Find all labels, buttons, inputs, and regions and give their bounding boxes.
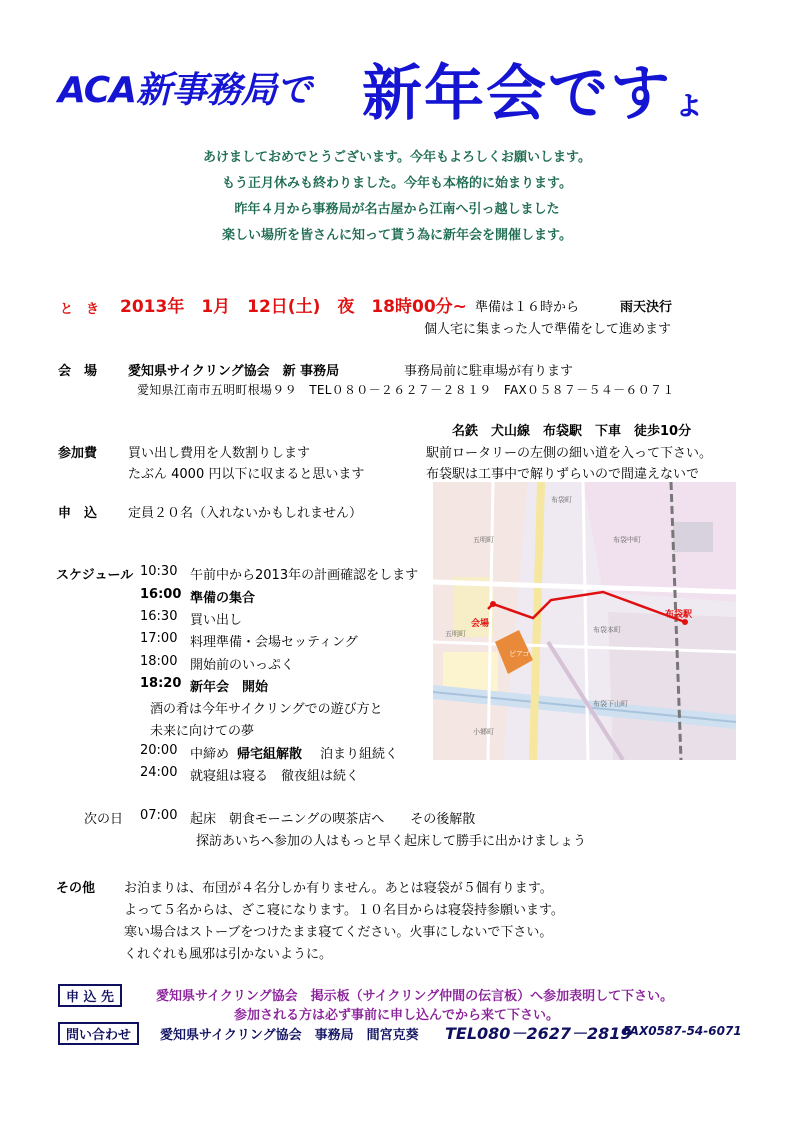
apply-to-text: 愛知県サイクリング協会 掲示板（サイクリング仲間の伝言板）へ参加表明して下さい。	[156, 989, 674, 1004]
map-label: 布袋中町	[613, 536, 641, 544]
map-label-venue: 会場	[471, 619, 490, 629]
map-building	[673, 522, 713, 552]
map-block	[583, 482, 736, 602]
schedule-text: 準備の集合	[190, 591, 256, 606]
schedule-text: 中締め	[190, 747, 230, 762]
other-line-1: お泊まりは、布団が４名分しか有りません。あとは寝袋が５個有ります。	[124, 881, 553, 896]
map-label: 布袋本町	[593, 626, 621, 634]
map-label: 布袋下山町	[593, 700, 628, 708]
schedule-time: 16:30	[140, 609, 178, 624]
schedule-label: スケジュール	[56, 568, 134, 583]
title-left: ACA新事務局で	[58, 70, 312, 111]
schedule-text: 帰宅組解散	[237, 747, 303, 762]
intro-line-4: 楽しい場所を皆さんに知って貰う為に新年会を開催します。	[222, 228, 572, 243]
next-day-text: 起床 朝食モーニングの喫茶店へ その後解散	[190, 812, 476, 827]
schedule-sub-1: 酒の肴は今年サイクリングでの遊び方と	[150, 702, 383, 717]
schedule-time: 24:00	[140, 765, 178, 780]
venue-name: 愛知県サイクリング協会 新 事務局	[128, 364, 340, 379]
intro-line-2: もう正月休みも終わりました。今年も本格的に始まります。	[222, 176, 572, 191]
map-label: 小郷町	[473, 728, 494, 736]
intro-line-3: 昨年４月から事務局が名古屋から江南へ引っ越しました	[234, 202, 560, 217]
schedule-text: 開始前のいっぷく	[190, 658, 295, 673]
route-note-2: 布袋駅は工事中で解りずらいので間違えないで	[426, 467, 700, 482]
other-label: その他	[56, 881, 96, 896]
schedule-text: 料理準備・会場セッティング	[190, 635, 358, 650]
contact-tel: TEL080－2627－2819	[445, 1024, 632, 1043]
schedule-time: 16:00	[140, 587, 182, 602]
map-label: 五明町	[473, 536, 494, 544]
map-label-store: ピアゴ	[509, 650, 530, 658]
when-label: と き	[60, 302, 100, 317]
apply-to-label: 申 込 先	[58, 984, 122, 1007]
apply-text: 定員２０名（入れないかもしれません）	[128, 506, 363, 521]
other-line-3: 寒い場合はストーブをつけたまま寝てください。火事にしないで下さい。	[124, 925, 553, 940]
venue-access: 名鉄 犬山線 布袋駅 下車 徒歩10分	[452, 424, 692, 439]
map-block	[608, 612, 736, 760]
map-label: 五明町	[445, 630, 466, 638]
next-day-time: 07:00	[140, 808, 178, 823]
venue-label: 会 場	[58, 364, 98, 379]
title-main-text: 新年会です	[362, 59, 672, 129]
venue-parking: 事務局前に駐車場が有ります	[404, 364, 574, 379]
apply-to-note: 参加される方は必ず事前に申し込んでから来て下さい。	[234, 1008, 560, 1023]
access-map	[433, 482, 736, 760]
route-note-1: 駅前ロータリーの左側の細い道を入って下さい。	[426, 446, 713, 461]
map-label-station: 布袋駅	[665, 610, 693, 620]
schedule-text: 泊まり組続く	[320, 747, 399, 762]
map-venue-marker	[490, 601, 496, 607]
title-suffix: ょ	[672, 83, 708, 123]
map-label: 布袋町	[551, 496, 572, 504]
schedule-time: 18:20	[140, 676, 182, 691]
schedule-time: 17:00	[140, 631, 178, 646]
title-main	[362, 46, 708, 132]
schedule-time: 18:00	[140, 654, 178, 669]
contact-label: 問い合わせ	[58, 1022, 139, 1045]
when-datetime: 2013年 1月 12日(土) 夜 18時00分~	[120, 297, 467, 317]
schedule-text: 買い出し	[190, 613, 243, 628]
next-day-label: 次の日	[84, 812, 124, 827]
fee-line-2: たぶん 4000 円以下に収まると思います	[128, 467, 365, 482]
venue-address: 愛知県江南市五明町根場９９ TEL０８０－２６２７－２８１９ FAX０５８７－５４－６０７１	[137, 383, 675, 397]
schedule-text: 午前中から2013年の計画確認をします	[190, 568, 419, 583]
apply-label: 申 込	[58, 506, 98, 521]
schedule-sub-2: 未来に向けての夢	[150, 724, 255, 739]
intro-line-1: あけましておめでとうございます。今年もよろしくお願いします。	[203, 150, 591, 165]
schedule-text: 就寝組は寝る 徹夜組は続く	[190, 769, 360, 784]
next-day-note: 探訪あいちへ参加の人はもっと早く起床して勝手に出かけましょう	[196, 834, 587, 849]
when-prep: 準備は１６時から	[475, 300, 580, 315]
contact-org: 愛知県サイクリング協会 事務局 間宮克葵	[160, 1028, 419, 1043]
schedule-time: 10:30	[140, 564, 178, 579]
when-rain: 雨天決行	[620, 300, 673, 315]
contact-fax: FAX0587-54-6071	[623, 1024, 742, 1038]
other-line-4: くれぐれも風邪は引かないように。	[124, 947, 333, 962]
when-note: 個人宅に集まった人で準備をして進めます	[424, 322, 672, 337]
fee-label: 参加費	[58, 446, 98, 461]
schedule-text: 新年会 開始	[190, 680, 269, 695]
schedule-time: 20:00	[140, 743, 178, 758]
other-line-2: よって５名からは、ざこ寝になります。１０名目からは寝袋持参願います。	[124, 903, 564, 918]
fee-line-1: 買い出し費用を人数割りします	[128, 446, 311, 461]
